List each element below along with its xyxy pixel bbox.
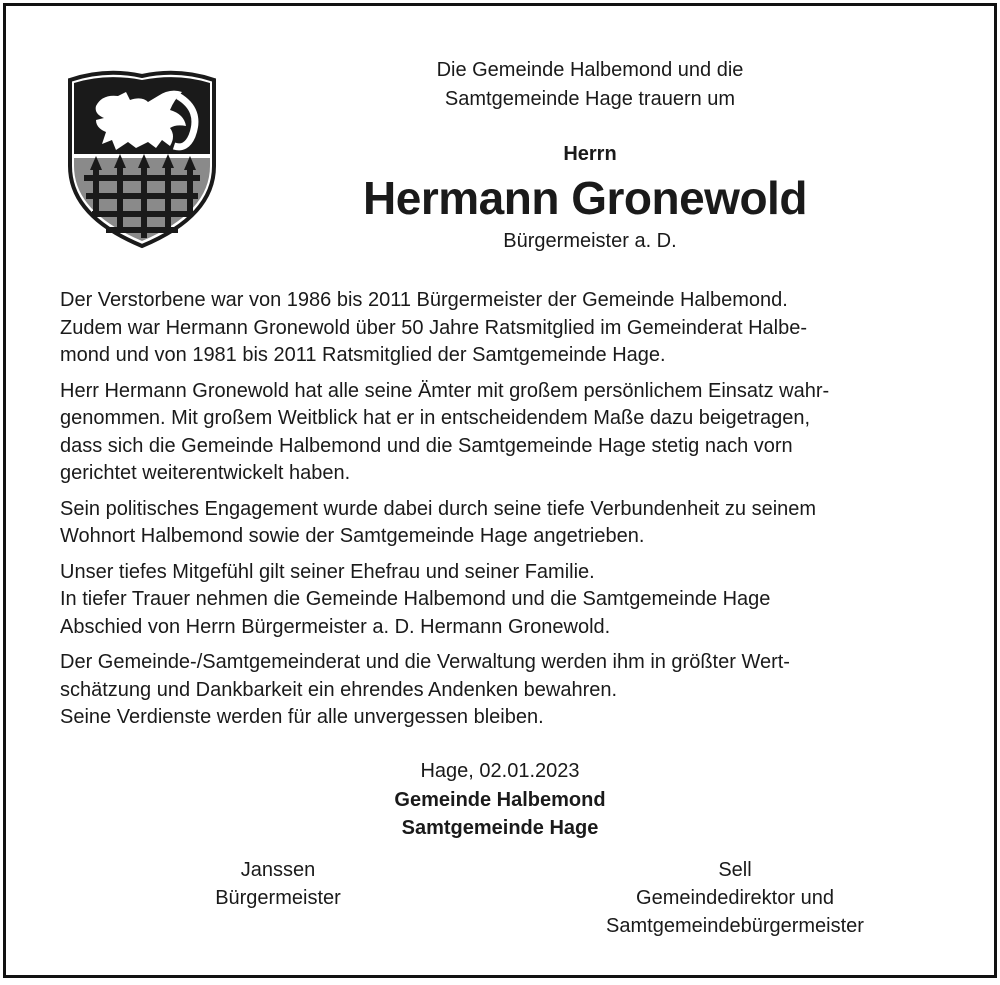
- paragraph-commitment: [60, 378, 942, 488]
- text-line: schätzung und Dankbarkeit ein ehrendes Andenken bewahren.: [60, 678, 618, 701]
- text-line: mond und von 1981 bis 2011 Ratsmitglied der Samtgemeinde Hage.: [60, 344, 666, 366]
- paragraph-tenure: [60, 287, 942, 370]
- text-line: genommen. Mit großem Weitblick hat er in entscheidendem Maße dazu beigetragen,: [60, 407, 811, 429]
- text-line: Sein politisches Engagement wurde dabei durch seine tiefe Verbundenheit zu seinem: [60, 497, 817, 520]
- text-line: Seine Verdienste werden für alle unvergessen bleiben.: [60, 706, 544, 728]
- text-line: Wohnort Halbemond sowie der Samtgemeinde Hage angetrieben.: [60, 525, 645, 547]
- text-line: Der Gemeinde-/Samtgemeinderat und die Verwaltung werden ihm in größter Wert-: [60, 651, 790, 673]
- text-line: In tiefer Trauer nehmen die Gemeinde Halbemond und die Samtgemeinde Hage: [60, 588, 771, 610]
- notice-body: [60, 287, 942, 740]
- text-line: Zudem war Hermann Gronewold über 50 Jahre Ratsmitglied im Gemeinderat Halbe-: [60, 316, 807, 339]
- paragraph-condolence: [60, 559, 942, 642]
- text-line: Herr Hermann Gronewold hat alle seine Ämter mit großem persönlichem Einsatz wahr-: [60, 379, 830, 402]
- signatory-role: Samtgemeindebürgermeister: [606, 915, 864, 937]
- salutation: Herrn: [563, 143, 617, 165]
- signatory-role: Gemeindedirektor und: [636, 887, 834, 909]
- paragraph-engagement: [60, 496, 942, 551]
- signature-right: [560, 856, 910, 940]
- place-date: Hage, 02.01.2023: [420, 760, 580, 782]
- signatory-role: Bürgermeister: [215, 887, 341, 909]
- deceased-name: Hermann Gronewold: [363, 172, 807, 224]
- text-line: dass sich die Gemeinde Halbemond und die Samtgemeinde Hage stetig nach vorn: [60, 434, 793, 457]
- text-line: Der Verstorbene war von 1986 bis 2011 Bürgermeister der Gemeinde Halbemond.: [60, 289, 788, 311]
- org-municipality: Gemeinde Halbemond: [394, 789, 606, 811]
- coat-of-arms-icon: [66, 66, 218, 249]
- signature-left: [178, 856, 378, 912]
- intro-line-1: Die Gemeinde Halbemond und die: [436, 59, 744, 81]
- text-line: Unser tiefes Mitgefühl gilt seiner Ehefrau und seiner Familie.: [60, 560, 595, 583]
- intro-line-2: Samtgemeinde Hage trauern um: [444, 88, 736, 110]
- deceased-title: Bürgermeister a. D.: [503, 230, 677, 252]
- paragraph-remembrance: [60, 649, 942, 732]
- signatory-name: Sell: [718, 859, 752, 881]
- text-line: Abschied von Herrn Bürgermeister a. D. Hermann Gronewold.: [60, 615, 611, 638]
- signatory-name: Janssen: [240, 859, 316, 881]
- text-line: gerichtet weiterentwickelt haben.: [60, 462, 351, 484]
- org-joint-municipality: Samtgemeinde Hage: [401, 817, 599, 839]
